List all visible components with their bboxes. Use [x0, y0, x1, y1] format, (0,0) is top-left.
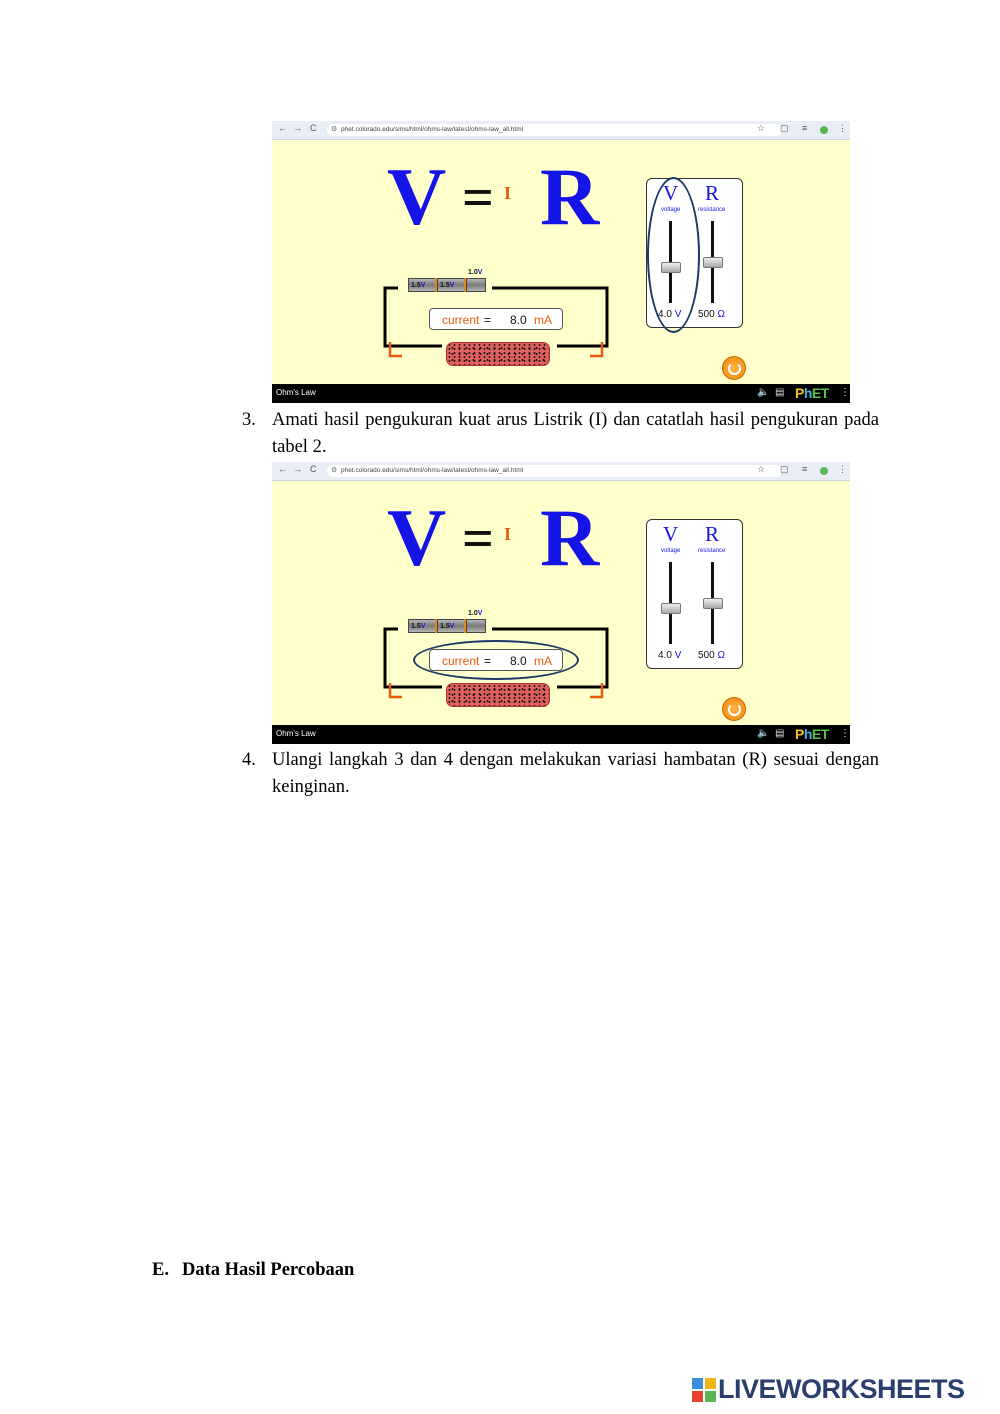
equation-r: R	[540, 151, 600, 242]
address-bar[interactable]	[327, 465, 782, 477]
reset-button[interactable]	[722, 697, 746, 721]
current-equals: =	[484, 654, 492, 668]
battery-3-label: 1.0V	[468, 610, 483, 617]
browser-menu-icon[interactable]: ⋮	[838, 123, 847, 133]
battery-2: 1.5V	[437, 278, 465, 292]
keyboard-icon[interactable]: ▤	[775, 728, 785, 739]
sim-stage	[272, 140, 850, 384]
voltage-value: 4.0 V	[658, 309, 682, 320]
step-text: Ulangi langkah 3 dan 4 dengan melakukan variasi hambatan (R) sesuai dengan keinginan.	[272, 750, 879, 797]
profile-avatar[interactable]	[820, 467, 828, 475]
reload-icon[interactable]: C	[310, 123, 317, 133]
bookmark-star-icon[interactable]: ☆	[757, 123, 766, 133]
current-equals: =	[484, 313, 492, 327]
equation-i: I	[504, 524, 512, 544]
sim-title: Ohm's Law	[276, 729, 316, 738]
current-highlight-ellipse	[413, 640, 579, 680]
voltage-value: 4.0 V	[658, 650, 682, 661]
resistance-caption: resistance	[698, 207, 726, 213]
back-icon[interactable]: ←	[278, 123, 287, 133]
liveworksheets-wordmark: LIVEWORKSHEETS	[718, 1374, 965, 1404]
sim-navbar	[272, 384, 850, 403]
resistance-symbol: R	[705, 181, 720, 205]
battery-1: 1.5V	[408, 278, 436, 292]
forward-icon[interactable]: →	[293, 464, 302, 474]
equation-v: V	[387, 151, 447, 242]
sim-title: Ohm's Law	[276, 388, 316, 397]
site-info-icon[interactable]: ⚙	[331, 467, 338, 474]
section-e-heading	[152, 1260, 354, 1281]
address-url: phet.colorado.edu/sims/html/ohms-law/latest/ohms-law_all.html	[341, 126, 524, 133]
voltage-caption: voltage	[661, 548, 681, 554]
step-text: Amati hasil pengukuran kuat arus Listrik (I) dan catatlah hasil pengukuran pada tabel 2.	[272, 410, 879, 457]
equation-equals: =	[462, 167, 494, 229]
phet-logo[interactable]: PhET	[795, 726, 829, 742]
resistance-value: 500 Ω	[698, 309, 725, 320]
resistance-slider-thumb[interactable]	[703, 598, 723, 609]
resistor	[446, 683, 550, 707]
keyboard-icon[interactable]: ▤	[775, 387, 785, 398]
extensions-icon[interactable]: ▢	[780, 464, 789, 474]
battery-3-label: 1.0V	[468, 269, 483, 276]
back-icon[interactable]: ←	[278, 464, 287, 474]
voltage-slider-thumb[interactable]	[661, 603, 681, 614]
browser-toolbar	[272, 462, 850, 481]
resistance-caption: resistance	[698, 548, 726, 554]
reset-button[interactable]	[722, 356, 746, 380]
sim-navbar	[272, 725, 850, 744]
bookmark-star-icon[interactable]: ☆	[757, 464, 766, 474]
step-number: 4.	[242, 750, 256, 770]
liveworksheets-mark-icon	[692, 1378, 716, 1402]
equation-v: V	[387, 492, 447, 583]
current-value: 8.0	[510, 313, 527, 327]
sound-icon[interactable]: 🔈	[757, 728, 770, 739]
current-unit: mA	[534, 654, 552, 668]
battery-3-partial	[466, 278, 486, 292]
battery-2: 1.5V	[437, 619, 465, 633]
current-value: 8.0	[510, 654, 527, 668]
section-letter: E.	[152, 1260, 169, 1280]
slider-panel	[646, 519, 743, 669]
phet-logo[interactable]: PhET	[795, 385, 829, 401]
battery-3-partial	[466, 619, 486, 633]
battery-1: 1.5V	[408, 619, 436, 633]
equation-i: I	[504, 183, 512, 203]
phet-menu-icon[interactable]: ⋮	[840, 728, 850, 739]
voltage-caption: voltage	[661, 207, 681, 213]
browser-toolbar	[272, 121, 850, 140]
phet-screenshot-2	[272, 462, 850, 744]
voltage-symbol: V	[663, 181, 679, 205]
current-readout	[429, 308, 563, 330]
resistance-value: 500 Ω	[698, 650, 725, 661]
cast-icon[interactable]: ≡	[802, 464, 808, 474]
voltage-symbol: V	[663, 522, 679, 546]
step-number: 3.	[242, 410, 256, 430]
resistance-symbol: R	[705, 522, 720, 546]
section-title: Data Hasil Percobaan	[182, 1260, 355, 1280]
equation-r: R	[540, 492, 600, 583]
address-bar[interactable]	[327, 124, 782, 136]
sim-stage	[272, 481, 850, 725]
browser-menu-icon[interactable]: ⋮	[838, 464, 847, 474]
address-url: phet.colorado.edu/sims/html/ohms-law/latest/ohms-law_all.html	[341, 467, 524, 474]
reload-icon[interactable]: C	[310, 464, 317, 474]
resistor	[446, 342, 550, 366]
resistance-slider-thumb[interactable]	[703, 257, 723, 268]
voltage-highlight-ellipse	[647, 177, 700, 333]
cast-icon[interactable]: ≡	[802, 123, 808, 133]
extensions-icon[interactable]: ▢	[780, 123, 789, 133]
forward-icon[interactable]: →	[293, 123, 302, 133]
current-label: current	[442, 654, 480, 668]
sound-icon[interactable]: 🔈	[757, 387, 770, 398]
current-unit: mA	[534, 313, 552, 327]
current-label: current	[442, 313, 480, 327]
profile-avatar[interactable]	[820, 126, 828, 134]
site-info-icon[interactable]: ⚙	[331, 126, 338, 133]
equation-equals: =	[462, 508, 494, 570]
phet-menu-icon[interactable]: ⋮	[840, 387, 850, 398]
phet-screenshot-1	[272, 121, 850, 403]
